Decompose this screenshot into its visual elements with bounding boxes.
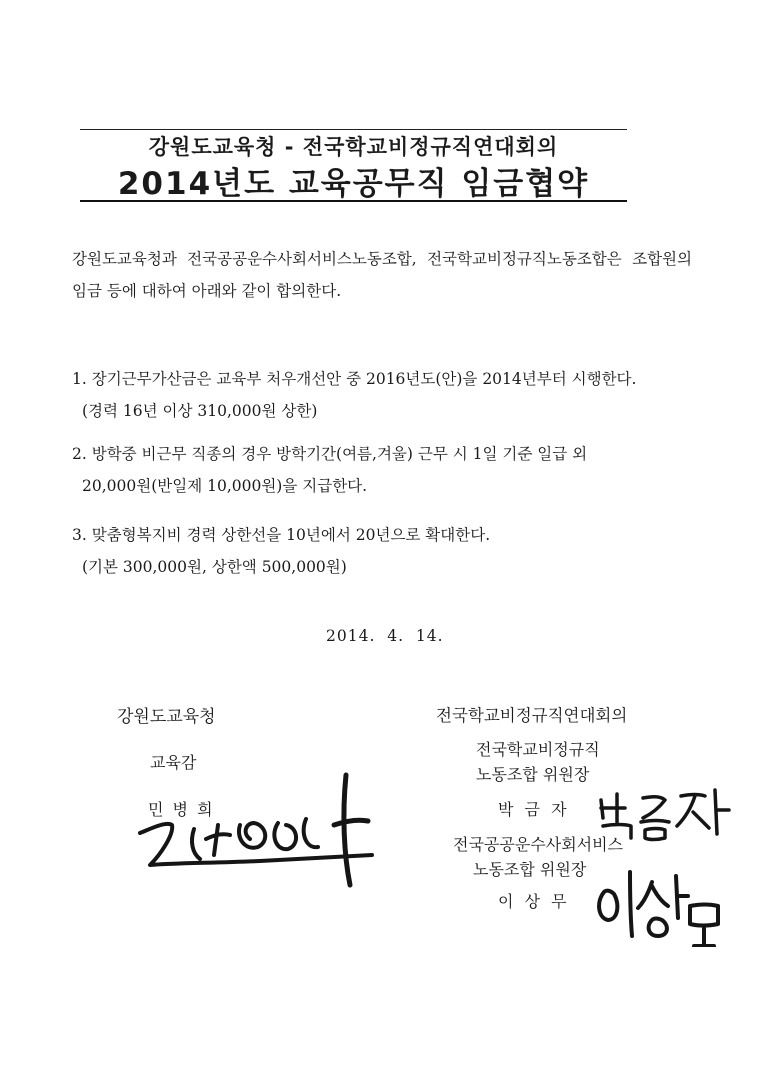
item-3-note: (기본 300,000원, 상한액 500,000원) [82, 558, 347, 576]
item-2-note: 20,000원(반일제 10,000원)을 지급한다. [82, 477, 368, 495]
left-signatory-position: 교육감 [150, 753, 197, 772]
left-signatory-org: 강원도교육청 [117, 707, 216, 727]
left-signatory-name: 민 병 희 [148, 800, 215, 819]
agreement-item-1 [72, 363, 692, 427]
intro-paragraph: 강원도교육청과 전국공공운수사회서비스노동조합, 전국학교비정규직노동조합은 조합원의 임금 등에 대하여 아래와 같이 합의한다. [72, 250, 692, 300]
right-signatory-org: 전국학교비정규직연대회의 [436, 706, 628, 725]
union1-title-line2: 노동조합 위원장 [476, 765, 590, 784]
header-bottom-rule [80, 200, 627, 202]
agreement-date: 2014. 4. 14. [326, 627, 444, 645]
union1-title-line1: 전국학교비정규직 [476, 740, 600, 759]
item-1-text: 1. 장기근무가산금은 교육부 처우개선안 중 2016년도(안)을 2014년부터 시행한다. [72, 370, 637, 388]
left-handwritten-signature [110, 755, 390, 895]
agreement-item-2 [72, 438, 692, 502]
union2-title-line2: 노동조합 위원장 [473, 860, 587, 879]
agreement-item-3 [72, 519, 692, 583]
header-top-rule [80, 129, 627, 130]
union2-handwritten-signature [590, 862, 730, 947]
union1-president-name: 박 금 자 [498, 800, 570, 819]
item-3-text: 3. 맞춤형복지비 경력 상한선을 10년에서 20년으로 확대한다. [72, 526, 491, 544]
item-2-text: 2. 방학중 비근무 직종의 경우 방학기간(여름,겨울) 근무 시 1일 기준 일급 외 [72, 445, 588, 463]
header-subtitle: 강원도교육청 - 전국학교비정규직연대회의 [148, 135, 559, 159]
item-1-note: (경력 16년 이상 310,000원 상한) [82, 402, 318, 420]
union2-president-name: 이 상 무 [498, 892, 570, 911]
union2-title-line1: 전국공공운수사회서비스 [453, 835, 624, 854]
document-title: 2014년도 교육공무직 임금협약 [117, 166, 590, 202]
